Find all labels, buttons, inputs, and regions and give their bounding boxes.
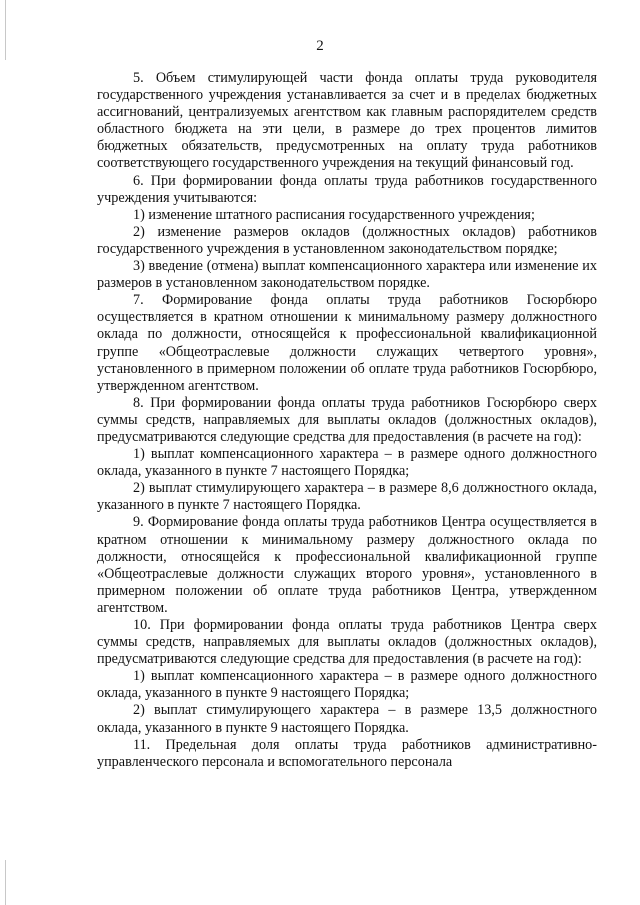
document-body: [97, 70, 597, 771]
paragraph-8-item-2: 2) выплат стимулирующего характера – в размере 8,6 должностного оклада, указанного в пункте 7 настоящего Порядка.: [97, 480, 597, 514]
paragraph-9: 9. Формирование фонда оплаты труда работников Центра осуществляется в кратном отношении к минимальному размеру должностного оклада по должности, относящейся к профессиональной квалификационной группе «Общеотраслевые должности служащих второго уровня», установленного в примерном положении об оплате труда работников Центра, утвержденном агентством.: [97, 514, 597, 616]
paragraph-8: 8. При формировании фонда оплаты труда работников Госюрбюро сверх суммы средств, направляемых для выплаты окладов (должностных окладов), предусматриваются следующие средства для предоставления (в расчете на год):: [97, 394, 597, 445]
page-number: 2: [316, 38, 324, 54]
paragraph-10-item-1: 1) выплат компенсационного характера – в размере одного должностного оклада, указанного в пункте 9 настоящего Порядка;: [97, 668, 597, 702]
paragraph-6-item-2: 2) изменение размеров окладов (должностных окладов) работников государственного учреждения в установленном законодательством порядке;: [97, 223, 597, 257]
paragraph-6-item-1: 1) изменение штатного расписания государственного учреждения;: [133, 206, 535, 223]
paragraph-5: 5. Объем стимулирующей части фонда оплаты труда руководителя государственного учреждения устанавливается за счет и в пределах бюджетных ассигнований, централизуемых агентством как главным распорядителем средств областного бюджета на эти цели, в размере до трех процентов лимитов бюджетных обязательств, предусмотренных на оплату труда работников соответствующего государственного учреждения на текущий финансовый год.: [97, 70, 597, 172]
paragraph-10-item-2: 2) выплат стимулирующего характера – в размере 13,5 должностного оклада, указанного в пункте 9 настоящего Порядка.: [97, 702, 597, 736]
scan-edge-line-bottom: [5, 860, 6, 905]
paragraph-6-item-3: 3) введение (отмена) выплат компенсационного характера или изменение их размеров в установленном законодательством порядке.: [97, 258, 597, 292]
paragraph-8-item-1: 1) выплат компенсационного характера – в размере одного должностного оклада, указанного в пункте 7 настоящего Порядка;: [97, 446, 597, 480]
paragraph-7: 7. Формирование фонда оплаты труда работников Госюрбюро осуществляется в кратном отношении к минимальному размеру должностного оклада по должности, относящейся к профессиональной квалификационной группе «Общеотраслевые должности служащих четвертого уровня», установленного в примерном положении об оплате труда работников Госюрбюро, утвержденном агентством.: [97, 292, 597, 394]
paragraph-6: 6. При формировании фонда оплаты труда работников государственного учреждения учитываются:: [97, 172, 597, 206]
paragraph-11: 11. Предельная доля оплаты труда работников административно-управленческого персонала и вспомогательного персонала: [97, 736, 597, 770]
paragraph-10: 10. При формировании фонда оплаты труда работников Центра сверх суммы средств, направляемых для выплаты окладов (должностных окладов), предусматриваются следующие средства для предоставления (в расчете на год):: [97, 617, 597, 668]
